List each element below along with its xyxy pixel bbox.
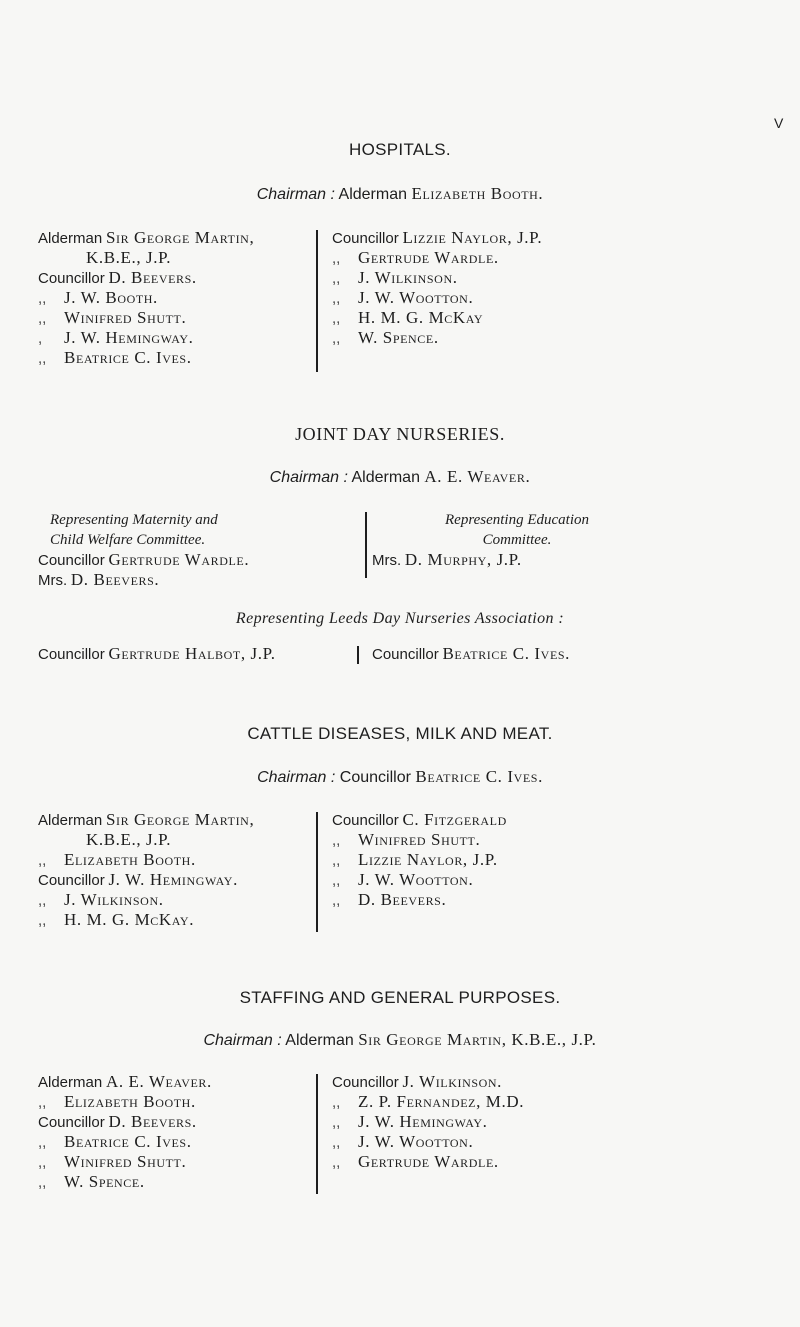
hospitals-title: HOSPITALS. <box>349 140 451 159</box>
ditto-mark: ,, <box>332 330 341 347</box>
nurseries-right-block <box>372 510 662 550</box>
chair-title: Alderman <box>285 1032 354 1049</box>
member-name: H. M. G. McKay. <box>64 910 195 929</box>
member-line <box>38 308 254 328</box>
member-name: D. Beevers. <box>70 570 160 589</box>
member-name: Beatrice C. Ives. <box>64 348 192 367</box>
ditto-mark: ,, <box>38 310 47 327</box>
nurseries-title: JOINT DAY NURSERIES. <box>295 424 505 444</box>
ditto-mark: ,, <box>332 832 341 849</box>
page-number: V <box>774 115 784 131</box>
member-line <box>38 570 318 590</box>
member-line <box>38 830 254 850</box>
member-name: J. W. Wootton. <box>358 870 474 889</box>
member-line <box>332 850 507 870</box>
ditto-mark: ,, <box>38 350 47 367</box>
member-name: Gertrude Wardle. <box>358 1152 499 1171</box>
prefix: Councillor <box>38 872 105 889</box>
chair-name: A. E. Weaver. <box>424 467 531 486</box>
prefix: Councillor <box>38 270 105 287</box>
member-name: H. M. G. McKay <box>358 308 484 327</box>
association-heading: Representing Leeds Day Nurseries Association : <box>235 610 565 627</box>
member-name: Gertrude Wardle. <box>108 550 250 569</box>
member-line <box>332 810 507 830</box>
staffing-left-column <box>38 1072 212 1192</box>
prefix: Councillor <box>332 1074 399 1091</box>
member-line <box>38 228 254 248</box>
ditto-mark: ,, <box>38 1094 47 1111</box>
member-line <box>332 328 542 348</box>
cattle-left-column <box>38 810 254 930</box>
ditto-mark: ,, <box>332 250 341 267</box>
member-name: Sir George Martin, <box>105 810 255 829</box>
member-line <box>38 1172 212 1192</box>
member-name: D. Beevers. <box>358 890 447 909</box>
member-name: J. W. Hemingway. <box>358 1112 488 1131</box>
member-line <box>332 1072 524 1092</box>
member-line <box>38 248 254 268</box>
member-line <box>38 1112 212 1132</box>
member-name: Winifred Shutt. <box>358 830 481 849</box>
member-line <box>38 810 254 830</box>
ditto-mark: ,, <box>332 892 341 909</box>
column-divider <box>365 512 367 578</box>
member-line <box>332 1132 524 1152</box>
member-line <box>38 890 254 910</box>
staffing-right-column <box>332 1072 524 1172</box>
prefix: Councillor <box>38 646 105 663</box>
member-name: K.B.E., J.P. <box>86 830 172 849</box>
ditto-mark: ,, <box>38 1154 47 1171</box>
cattle-title: CATTLE DISEASES, MILK AND MEAT. <box>247 724 553 743</box>
member-line <box>38 288 254 308</box>
nurseries-right-list <box>372 550 522 570</box>
member-name: Elizabeth Booth. <box>64 1092 196 1111</box>
member-name: J. W. Hemingway. <box>108 870 238 889</box>
member-name: Elizabeth Booth. <box>64 850 196 869</box>
prefix: Mrs. <box>38 572 68 589</box>
member-line <box>38 550 318 570</box>
ditto-mark: ,, <box>332 872 341 889</box>
cattle-chairman <box>0 767 800 787</box>
prefix: Councillor <box>372 646 439 663</box>
member-name: Z. P. Fernandez, M.D. <box>358 1092 525 1111</box>
prefix: Alderman <box>38 230 103 247</box>
ditto-mark: ,, <box>38 892 47 909</box>
column-divider <box>316 230 318 372</box>
member-name: C. Fitzgerald <box>402 810 507 829</box>
chair-name: Elizabeth Booth. <box>411 184 544 203</box>
member-name: Winifred Shutt. <box>64 308 187 327</box>
member-line <box>38 1152 212 1172</box>
member-name: Sir George Martin, <box>105 228 255 247</box>
member-line <box>332 288 542 308</box>
member-name: D. Beevers. <box>108 268 197 287</box>
member-line <box>332 308 542 328</box>
cattle-right-column <box>332 810 507 910</box>
ditto-mark: , <box>38 330 43 347</box>
member-name: D. Murphy, J.P. <box>404 550 522 569</box>
member-line <box>38 870 254 890</box>
nurseries-left-block <box>38 510 318 590</box>
member-line <box>332 268 542 288</box>
column-divider <box>316 1074 318 1194</box>
ditto-mark: ,, <box>38 912 47 929</box>
member-line <box>332 228 542 248</box>
member-name: J. W. Hemingway. <box>64 328 194 347</box>
member-name: W. Spence. <box>64 1172 145 1191</box>
member-line <box>332 1152 524 1172</box>
chair-label: Chairman : <box>269 469 348 486</box>
left-heading-line-1: Representing Maternity and <box>50 512 218 528</box>
member-line <box>332 890 507 910</box>
chair-title: Alderman <box>338 186 408 203</box>
ditto-mark: ,, <box>332 1114 341 1131</box>
member-name: Lizzie Naylor, J.P. <box>402 228 543 247</box>
right-heading-line-2: Committee. <box>482 532 552 548</box>
chair-label: Chairman : <box>203 1032 282 1049</box>
member-line <box>332 870 507 890</box>
hospitals-chairman <box>0 184 800 204</box>
member-line <box>38 910 254 930</box>
left-heading-line-2: Child Welfare Committee. <box>50 532 206 548</box>
member-line <box>38 850 254 870</box>
column-divider <box>357 646 359 664</box>
member-name: K.B.E., J.P. <box>86 248 172 267</box>
prefix: Councillor <box>332 230 399 247</box>
member-line <box>38 328 254 348</box>
ditto-mark: ,, <box>332 1134 341 1151</box>
prefix: Councillor <box>38 552 105 569</box>
ditto-mark: ,, <box>332 310 341 327</box>
member-line <box>38 268 254 288</box>
member-name: D. Beevers. <box>108 1112 197 1131</box>
member-name: Beatrice C. Ives. <box>64 1132 192 1151</box>
member-line <box>38 1092 212 1112</box>
ditto-mark: ,, <box>332 1154 341 1171</box>
hospitals-right-column <box>332 228 542 348</box>
prefix: Mrs. <box>372 552 402 569</box>
right-heading-line-1: Representing Education <box>445 512 589 528</box>
member-name: Winifred Shutt. <box>64 1152 187 1171</box>
member-line <box>332 1112 524 1132</box>
staffing-chairman <box>0 1030 800 1050</box>
prefix: Alderman <box>38 1074 103 1091</box>
nurseries-chairman <box>0 467 800 487</box>
member-line <box>38 1072 212 1092</box>
ditto-mark: ,, <box>38 852 47 869</box>
association-left <box>38 644 276 664</box>
member-name: J. W. Booth. <box>64 288 158 307</box>
chair-name: Beatrice C. Ives. <box>415 767 543 786</box>
staffing-title: STAFFING AND GENERAL PURPOSES. <box>239 988 561 1007</box>
ditto-mark: ,, <box>332 852 341 869</box>
ditto-mark: ,, <box>332 290 341 307</box>
column-divider <box>316 812 318 932</box>
member-name: J. W. Wootton. <box>358 1132 474 1151</box>
chair-title: Councillor <box>339 769 411 786</box>
ditto-mark: ,, <box>332 1094 341 1111</box>
nurseries-left-list <box>38 550 318 590</box>
ditto-mark: ,, <box>332 270 341 287</box>
member-line <box>332 248 542 268</box>
prefix: Alderman <box>38 812 103 829</box>
member-name: Gertrude Halbot, J.P. <box>108 644 276 663</box>
chair-title: Alderman <box>351 469 420 486</box>
prefix: Councillor <box>38 1114 105 1131</box>
member-line <box>38 1132 212 1152</box>
member-line <box>332 830 507 850</box>
member-name: W. Spence. <box>358 328 439 347</box>
chair-label: Chairman : <box>256 186 335 203</box>
prefix: Councillor <box>332 812 399 829</box>
ditto-mark: ,, <box>38 1134 47 1151</box>
member-name: Lizzie Naylor, J.P. <box>358 850 498 869</box>
member-name: J. W. Wootton. <box>358 288 474 307</box>
member-line <box>372 550 522 570</box>
chair-name: Sir George Martin, K.B.E., J.P. <box>358 1030 597 1049</box>
member-name: J. Wilkinson. <box>64 890 164 909</box>
ditto-mark: ,, <box>38 1174 47 1191</box>
member-name: A. E. Weaver. <box>105 1072 212 1091</box>
chair-label: Chairman : <box>257 769 336 786</box>
ditto-mark: ,, <box>38 290 47 307</box>
hospitals-left-column <box>38 228 254 368</box>
member-name: J. Wilkinson. <box>358 268 458 287</box>
member-name: Gertrude Wardle. <box>358 248 499 267</box>
association-right <box>372 644 570 664</box>
member-name: J. Wilkinson. <box>402 1072 503 1091</box>
member-name: Beatrice C. Ives. <box>442 644 570 663</box>
member-line <box>332 1092 524 1112</box>
member-line <box>38 348 254 368</box>
